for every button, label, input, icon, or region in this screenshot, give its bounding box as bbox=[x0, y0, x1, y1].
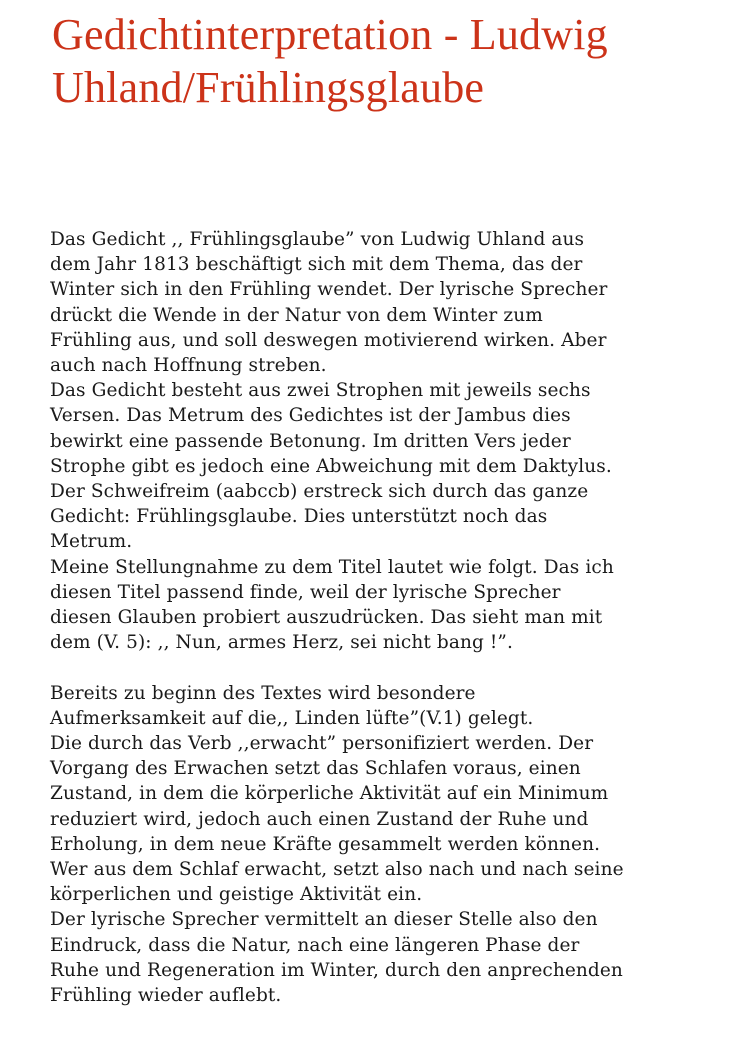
text-line: Eindruck, dass die Natur, nach eine längeren Phase der bbox=[50, 934, 580, 956]
text-line: Der Schweifreim (aabccb) erstreck sich durch das ganze bbox=[50, 481, 589, 503]
text-line: Versen. Das Metrum des Gedichtes ist der Jambus dies bbox=[50, 405, 571, 427]
document-body bbox=[50, 227, 720, 1008]
text-line: dem Jahr 1813 beschäftigt sich mit dem Thema, das der bbox=[50, 254, 583, 276]
paragraph-conclusion bbox=[50, 907, 720, 1008]
text-line: Winter sich in den Frühling wendet. Der lyrische Sprecher bbox=[50, 279, 608, 301]
document-title bbox=[52, 8, 742, 114]
text-line: Vorgang des Erwachen setzt das Schlafen voraus, einen bbox=[50, 758, 581, 780]
text-line: diesen Titel passend finde, weil der lyrische Sprecher bbox=[50, 581, 561, 603]
title-line: Uhland/Frühlingsglaube bbox=[52, 63, 485, 112]
text-line: diesen Glauben probiert auszudrücken. Das sieht man mit bbox=[50, 607, 603, 629]
text-line: auch nach Hoffnung streben. bbox=[50, 355, 327, 377]
text-line: Aufmerksamkeit auf die,, Linden lüfte”(V.1) gelegt. bbox=[50, 707, 534, 729]
text-line: Zustand, in dem die körperliche Aktivität auf ein Minimum bbox=[50, 783, 609, 805]
text-line: Das Gedicht ,, Frühlingsglaube” von Ludwig Uhland aus bbox=[50, 229, 585, 250]
text-line: Frühling wieder auflebt. bbox=[50, 985, 282, 1007]
paragraph-form bbox=[50, 378, 720, 554]
title-line: Gedichtinterpretation - Ludwig bbox=[52, 10, 608, 59]
text-line: Das Gedicht besteht aus zwei Strophen mit jeweils sechs bbox=[50, 380, 591, 402]
text-line: Ruhe und Regeneration im Winter, durch den anprechenden bbox=[50, 959, 623, 981]
text-line: Die durch das Verb ,,erwacht” personifiziert werden. Der bbox=[50, 733, 594, 755]
text-line: Frühling aus, und soll deswegen motivierend wirken. Aber bbox=[50, 329, 607, 351]
text-line: körperlichen und geistige Aktivität ein. bbox=[50, 884, 423, 906]
text-line: bewirkt eine passende Betonung. Im dritten Vers jeder bbox=[50, 430, 571, 452]
text-line: Der lyrische Sprecher vermittelt an dieser Stelle also den bbox=[50, 909, 598, 931]
text-line: Gedicht: Frühlingsglaube. Dies unterstützt noch das bbox=[50, 506, 548, 528]
paragraph-title-opinion bbox=[50, 555, 720, 656]
text-line: dem (V. 5): ,, Nun, armes Herz, sei nicht bang !”. bbox=[50, 632, 513, 654]
text-line: Wer aus dem Schlaf erwacht, setzt also nach und nach seine bbox=[50, 859, 624, 881]
text-line: Metrum. bbox=[50, 531, 133, 553]
text-line: Bereits zu beginn des Textes wird besondere bbox=[50, 682, 476, 704]
text-line: reduziert wird, jedoch auch einen Zustand der Ruhe und bbox=[50, 808, 589, 830]
text-line: Meine Stellungnahme zu dem Titel lautet wie folgt. Das ich bbox=[50, 556, 614, 578]
paragraph-introduction bbox=[50, 227, 720, 378]
text-line: drückt die Wende in der Natur von dem Winter zum bbox=[50, 304, 543, 326]
paragraph-awakening bbox=[50, 731, 720, 907]
paragraph-beginning bbox=[50, 681, 720, 731]
text-line: Erholung, in dem neue Kräfte gesammelt werden können. bbox=[50, 833, 601, 855]
paragraph-spacer bbox=[50, 655, 720, 680]
text-line: Strophe gibt es jedoch eine Abweichung mit dem Daktylus. bbox=[50, 455, 612, 477]
